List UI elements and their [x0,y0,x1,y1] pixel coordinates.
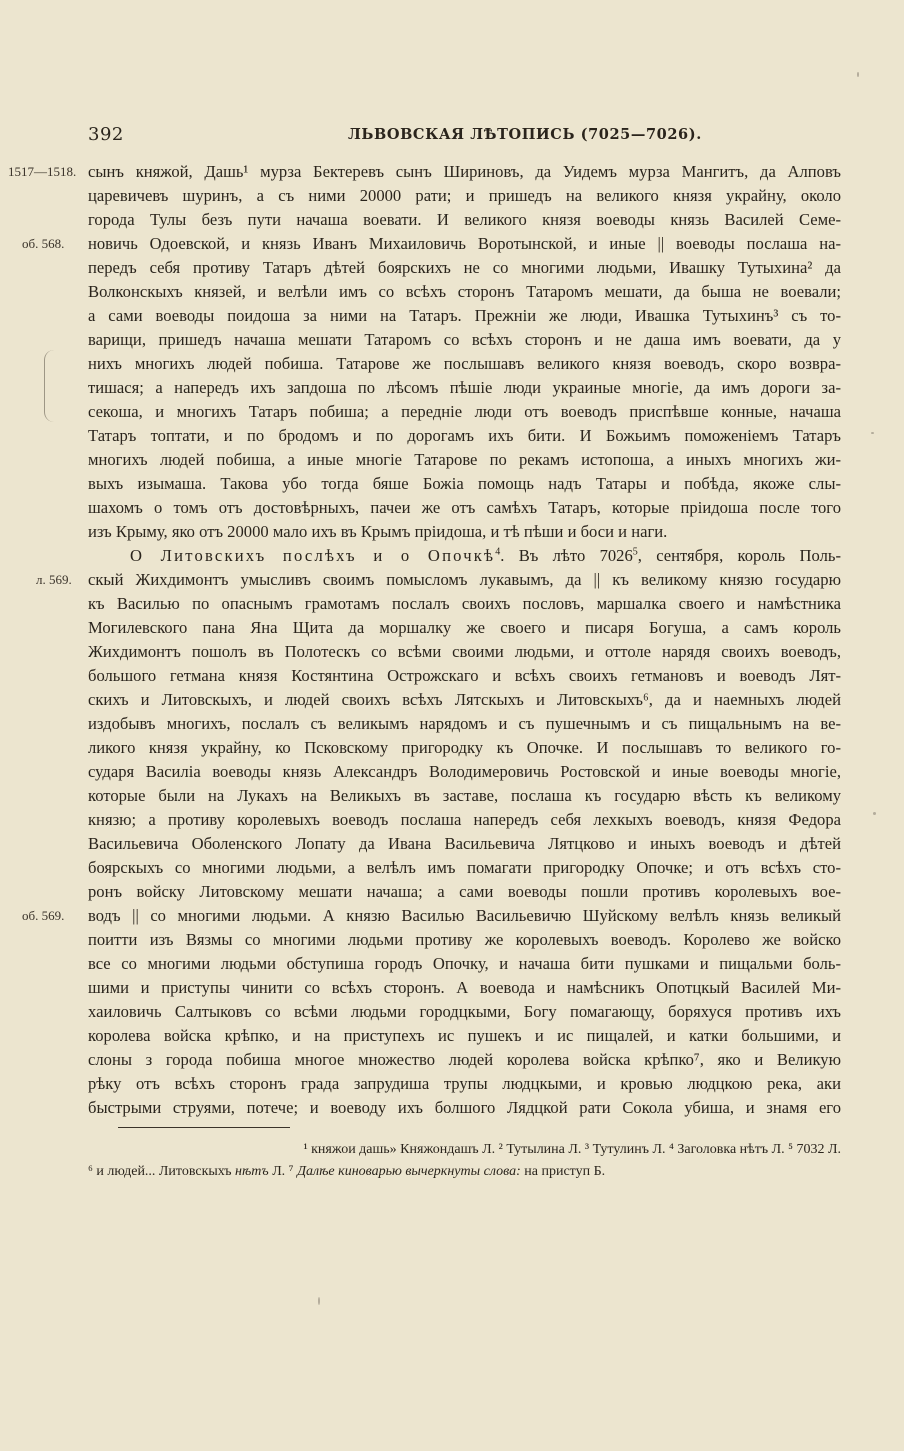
footnote-line: ¹ княжои дашь» Княжондашъ Л. ² Тутылина Л. ³ Тутулинъ Л. ⁴ Заголовка нѣтъ Л. ⁵ 7032 Л. [303,1142,841,1157]
section-heading-line: О Литовскихъ послѣхъ и о Опочкѣ$^4$. Въ лѣто 7026$^5$, сентября, король Поль- [130,546,841,565]
text-line: князю; а противу королевыхъ воеводъ послаша напередъ себя лехкыхъ воеводъ, князя Федора [88,810,841,829]
text-line: быстрыми струями, потече; и воеводу ихъ болшого Лядцкой рати Сокола убиша, и знамя его [88,1098,841,1117]
text-line: тишася; а напередъ ихъ запдоша по лѣсомъ пѣшіе люди украиные многіе, да имъ дороги за- [88,378,841,397]
text-line: издобывъ многихъ, послалъ съ великымъ нарядомъ и съ пушечнымъ и съ пищальнымъ на ве- [88,714,841,733]
text-line: ликого князя украйну, ко Псковскому пригородку къ Опочке. И послышавъ то великого го- [88,738,841,757]
text-line: нихъ многихъ людей побиша. Татарове же послышавъ великого князя воеводъ, скоро возвра- [88,354,841,373]
text-line: хаиловичь Салтыковъ со всѣми людьми городцкыми, Богу помагающу, боряхуся противъ ихъ [88,1002,841,1021]
text-line: варищи, пришедъ начаша мешати Татаромъ со всѣхъ сторонъ и не даша имъ воевати, да у [88,330,841,349]
text-line: а сами воеводы поидоша за ними на Татаръ. Прежніи же люди, Ивашка Тутыхинъ³ съ то- [88,306,841,325]
text-line: поитти изъ Вязмы со многими людьми противу же королевыхъ воеводъ. Королево же войско [88,930,841,949]
text-line: къ Василью по опаснымъ грамотамъ послалъ своихъ пословъ, маршалка своего и намѣстника [88,594,841,613]
text-line: секоша, и многихъ Татаръ побиша; а передніе люди отъ воеводъ приспѣвше конные, начаша [88,402,841,421]
margin-note-folio: л. 569. [36,572,72,587]
text-line: все со многими людьми обступиша городъ Опочку, и начаша бити пушками и пищальми боль- [88,954,841,973]
footnote-line: ⁶ и людей... Литовскыхъ нѣтъ Л. ⁷ Далѣе киноварью вычеркнуты слова: на приступ Б. [88,1164,606,1179]
text-line: Васильевича Оболенского Лопату да Ивана Васильевича Лятцково и иныхъ воеводъ и дѣтей [88,834,841,853]
page-header [0,124,904,150]
margin-note-folio: об. 569. [22,908,65,923]
text-line: Татаръ топтати, и по бродомъ и по дорогамъ ихъ бити. И Божьимъ поможеніемъ Татаръ [88,426,841,445]
text-line: Жихдимонтъ пошолъ въ Полотескъ со всѣми своими людьми, и оттоле нарядя своихъ воеводъ, [88,642,841,661]
section-heading: О Литовскихъ послѣхъ и о Опочкѣ [130,546,496,565]
text-line: скый Жихдимонтъ умысливъ своимъ помысломъ лукавымъ, да || къ великому князю государю [88,570,841,589]
text-line: новичь Одоевской, и князь Иванъ Михаиловичь Воротынской, и иные || воеводы послаша на- [88,234,841,253]
text-line: города Тулы безъ пути начаша воевати. И великого князя воеводы князь Василей Семе- [88,210,841,229]
text-line: сынъ княжой, Дашь¹ мурза Бектеревъ сынъ Шириновъ, да Уидемъ мурза Мангитъ, да Алповъ [88,162,841,181]
text-line: которые были на Лукахъ на Великыхъ въ заставе, послаша къ государю вѣсть къ великому [88,786,841,805]
text-line: ронъ войску Литовскому мешати начаша; а сами воеводы пошли противъ королевыхъ вое- [88,882,841,901]
text-line: скихъ и Литовскыхъ, и людей своихъ всѣхъ Лятскыхъ и Литовскыхъ⁶, да и наемныхъ людей [88,690,841,709]
text-line: рѣку отъ всѣхъ сторонъ града запрудиша трупы людцкыми, и кровью людцкою река, аки [88,1074,841,1093]
text-line: царевичевъ шуринъ, а съ ними 20000 рати; и пришедъ на великого князя украйну, около [88,186,841,205]
text-line: Волконскыхъ князей, и велѣли имъ со всѣхъ сторонъ Татаромъ мешати, да быша не воевали; [88,282,841,301]
footnote-divider [118,1127,290,1128]
text-line: сударя Василіа воеводы князь Александръ Володимеровичь Ростовской и иные воеводы многіе, [88,762,841,781]
text-line: слоны з города побиша многое множество людей королева войска крѣпко⁷, яко и Великую [88,1050,841,1069]
text-line: выхъ изымаша. Такова убо тогда бяше Божіа помощь надъ Татары и побѣда, якоже слы- [88,474,841,493]
text-line: большого гетмана князя Костянтина Острожскаго и всѣхъ своихъ гетмановъ и воеводъ Лят- [88,666,841,685]
text-line: многихъ людей побиша, а иные многіе Татарове по рекамъ истопоша, а иныхъ многихъ жи- [88,450,841,469]
running-title: ЛЬВОВСКАЯ ЛѢТОПИСЬ (7025—7026). [348,126,702,143]
text-line: боярскыхъ со многими людьми, а велѣлъ имъ помагати пригородку Опочке; и отъ всѣхъ сто- [88,858,841,877]
text-line: передъ себя противу Татаръ дѣтей боярскихъ не со многими людьми, Ивашку Тутыхина² да [88,258,841,277]
text-line: шими и приступы чинити со всѣхъ сторонъ. А воевода и намѣсникъ Опотцкый Василей Ми- [88,978,841,997]
text-line: королева войска крѣпко, и на приступехъ ис пушекъ и ис пищалей, и катки большими, и [88,1026,841,1045]
text-line: Могилевского пана Яна Щита да моршалку же своего и писаря Богуша, а самъ король [88,618,841,637]
text-line: изъ Крыму, яко отъ 20000 мало ихъ въ Крымъ пріидоша, и тѣ пѣши и боси и наги. [88,522,668,541]
margin-note-folio: об. 568. [22,236,65,251]
text-line: водъ || со многими людьми. А князю Василью Васильевичю Шуйскому велѣлъ князь великый [88,906,841,925]
text-line: шахомъ о томъ отъ достовѣрныхъ, пачеи же отъ самѣхъ Татаръ, которые пріидоша после того [88,498,841,517]
margin-note-years: 1517—1518. [8,164,77,179]
page-number: 392 [88,124,124,145]
margin-brace [44,350,59,422]
